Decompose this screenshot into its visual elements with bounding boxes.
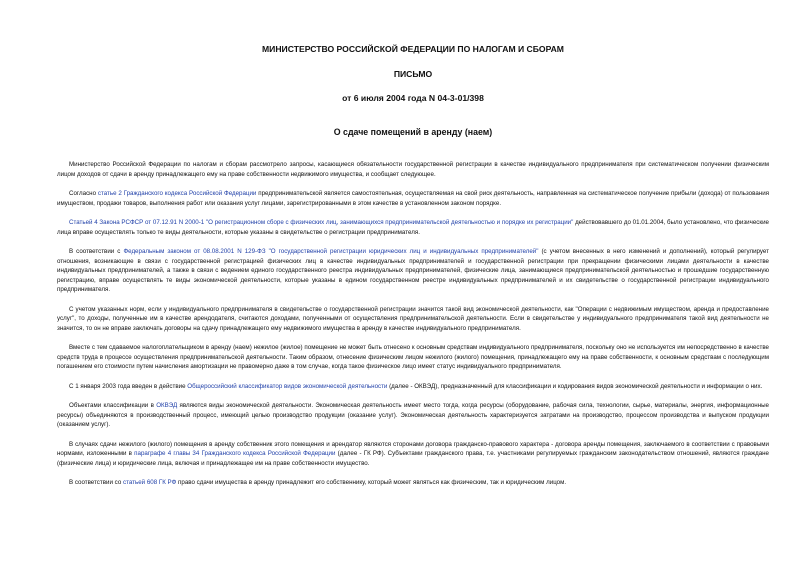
paragraph-10	[57, 478, 769, 488]
paragraph-4	[57, 247, 769, 295]
ministry-title: МИНИСТЕРСТВО РОССИЙСКОЙ ФЕДЕРАЦИИ ПО НАЛОГАМ И СБОРАМ	[262, 44, 564, 54]
paragraph-text: действовавшего до 01.01.2004, было установлено, что физические лица вправе осуществлять только те виды деятельности, которые указаны в свидетельстве о регистрации предпринимателя.	[57, 219, 770, 236]
paragraph-text: (далее - ОКВЭД), предназначенный для классификации и кодирования видов экономической деятельности и информации о них.	[387, 382, 763, 390]
paragraph-text: С учетом указанных норм, если у индивидуального предпринимателя в свидетельстве о государственной регистрации значится такой вид экономической деятельности, как "Операции с недвижимым имуществом, аренда и предоставление услуг", то доходы, полученные им в качестве арендодателя, считаются доходами, полученными от осуществления предпринимательской деятельности. Если в свидетельстве у индивидуального предпринимателя такой вид деятельности не значится, то он не вправе заключать договоры на сдачу принадлежащего ему недвижимого имущества в аренду в качестве индивидуального предпринимателя.	[57, 305, 769, 332]
paragraph-text: являются виды экономической деятельности. Экономическая деятельность имеет место тогда, когда ресурсы (оборудование, рабочая сила, технологии, сырье, материалы, энергия, информационные ресурсы) объединяются в производственный процесс, имеющий целью производство продукции (оказание услуг). Экономическая деятельность характеризуется затратами на производство, процессом производства и выпуском продукции (оказанием услуг).	[57, 402, 769, 428]
paragraph-text: В соответствии со	[69, 479, 123, 486]
paragraph-text: Объектами классификации в	[69, 402, 157, 409]
paragraph-text: В случаях сдачи нежилого (жилого) помещения в аренду собственник этого помещения и арендатор являются сторонами договора гражданско-правового характера - договора аренды помещения, заключаемого в соответствии с правовыми нормами, изложенными в	[57, 440, 769, 457]
letter-body	[57, 160, 769, 488]
paragraph-3	[57, 218, 769, 237]
paragraph-text: Министерство Российской Федерации по налогам и сборам рассмотрело запросы, касающиеся обязательности государственной регистрации в качестве индивидуального предпринимателя при систематическом получении физическим лицом доходов от сдачи в аренду принадлежащего ему на праве собственности недвижимого имущества, и сообщает следующее.	[57, 161, 769, 178]
link-okved-classifier[interactable]: Общероссийский классификатор видов экономической деятельности	[187, 382, 388, 390]
paragraph-8	[57, 401, 769, 430]
paragraph-text: В соответствии с	[69, 248, 124, 255]
paragraph-text: С 1 января 2003 года введен в действие	[69, 382, 188, 390]
paragraph-text: право сдачи имущества в аренду принадлежит его собственнику, который может являться как физическим, так и юридическим лицом.	[176, 479, 567, 486]
link-okved[interactable]: ОКВЭД	[156, 402, 178, 409]
paragraph-text: (далее - ГК РФ). Субъектами гражданского права, т.е. участниками регулируемых гражданским законодательством отношений, являются граждане (физические лица) и юридические лица, включая и принадлежащее им на праве собственности имущество.	[57, 450, 770, 467]
paragraph-1	[57, 160, 769, 179]
paragraph-text: Согласно	[69, 190, 98, 197]
paragraph-text: (с учетом внесенных в него изменений и дополнений), который регулирует отношения, возникающие в связи с государственной регистрацией физических лиц в качестве индивидуальных предпринимателей и государственной регистрации при прекращении физическими лицами деятельности в качестве индивидуальных предпринимателей, а также в связи с ведением единого государственного реестра индивидуальных предпринимателей, физические лица, занимающиеся предпринимательской деятельностью и прошедшие государственную регистрацию, вправе осуществлять те виды экономической деятельности, которые указаны в едином государственном реестре индивидуальных предпринимателей и их свидетельстве о государственной регистрации индивидуального предпринимателя.	[57, 248, 769, 293]
link-federal-law-129[interactable]: Федеральным законом от 08.08.2001 N 129-ФЗ "О государственной регистрации юридических лиц и индивидуальных предпринимателей"	[123, 248, 539, 255]
document-type: ПИСЬМО	[393, 69, 433, 79]
paragraph-text: Вместе с тем сдаваемое налогоплательщиком в аренду (наем) нежилое (жилое) помещение не может быть отнесено к основным средствам индивидуального предпринимателя, поскольку оно не используется им непосредственно в качестве средств труда в процессе осуществления предпринимательской деятельности. Таким образом, отнесение физическим лицом нежилого (жилого) помещения, принадлежащего ему на праве собственности, к основным средствам с последующим погашением его стоимости путем начисления амортизации не правомерно даже в том случае, когда такое физическое лицо имеет статус индивидуального предпринимателя.	[57, 344, 769, 370]
link-civil-code-chapter-34[interactable]: параграфе 4 главы 34 Гражданского кодекса Российской Федерации	[134, 450, 336, 457]
paragraph-5	[57, 305, 769, 334]
paragraph-7	[57, 382, 769, 392]
paragraph-text: предпринимательской является самостоятельная, осуществляемая на свой риск деятельность, направленная на систематическое получение прибыли (дохода) от пользования имуществом, продажи товаров, выполнения работ или оказания услуг лицами, зарегистрированными в этом качестве в установленном законом порядке.	[57, 190, 769, 207]
link-civil-code-article-608[interactable]: статьей 608 ГК РФ	[122, 479, 177, 486]
document-date: от 6 июля 2004 года N 04-3-01/398	[342, 93, 484, 103]
link-civil-code-article-2[interactable]: статье 2 Гражданского кодекса Российской Федерации	[97, 190, 257, 197]
paragraph-2	[57, 189, 769, 208]
paragraph-9	[57, 440, 769, 469]
paragraph-6	[57, 343, 769, 372]
document-subject: О сдаче помещений в аренду (наем)	[333, 127, 493, 137]
link-rsfsr-law-article-4[interactable]: Статьей 4 Закона РСФСР от 07.12.91 N 2000-1 "О регистрационном сборе с физических лиц, занимающихся предпринимательской деятельностью и порядке их регистрации"	[69, 219, 574, 226]
